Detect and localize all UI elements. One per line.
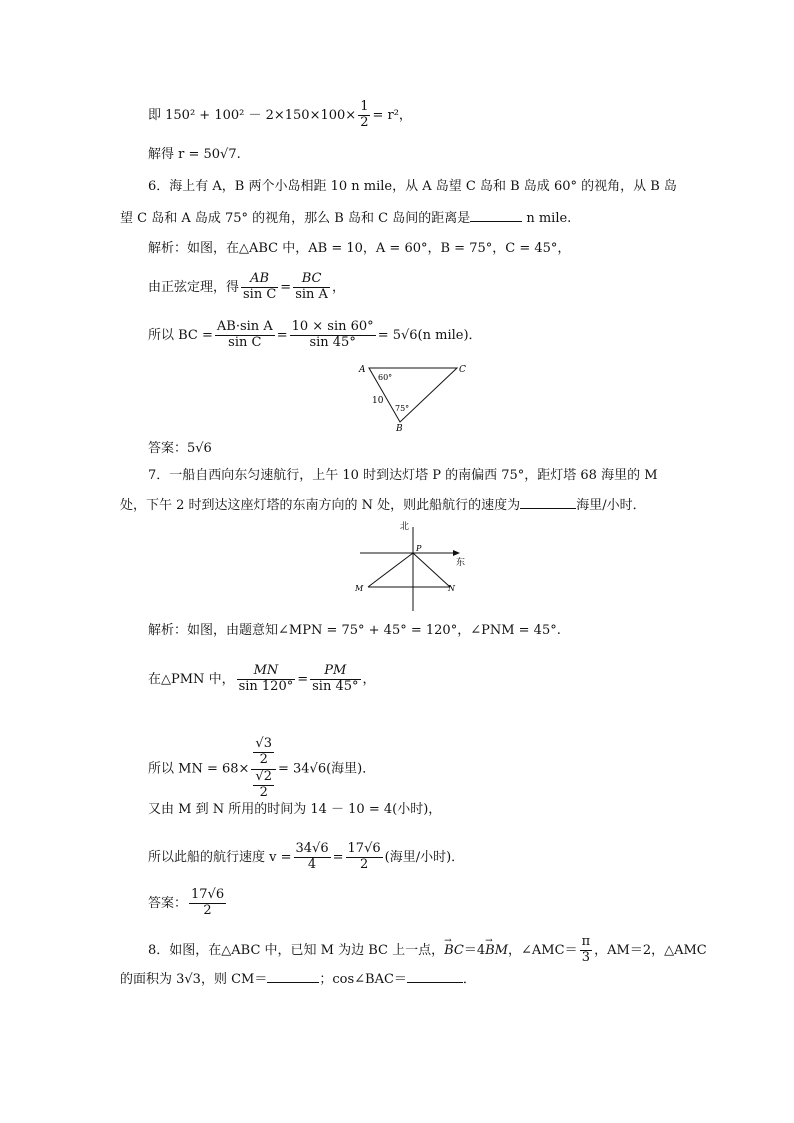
result-line: 解得 r = 50√7. [148, 147, 241, 162]
q7-solution-1: 解析：如图，由题意知∠MPN = 75° + 45° = 120°，∠PNM = 45°. [148, 623, 561, 638]
answer-blank-cm [267, 970, 319, 983]
east-arrow-icon [453, 550, 460, 556]
answer-blank [520, 496, 576, 509]
q8-line2: 的面积为 3√3，则 CM＝ ；cos∠BAC＝ ． [120, 972, 476, 987]
q7-solution-3: 所以 MN = 68× $\frac{\frac{√3}{2}}{\frac{√2}{2}}$ = 34√6(海里)． [148, 736, 376, 800]
segment-pn [413, 553, 450, 587]
angle-b-label: 75° [395, 404, 410, 413]
segment-pm [368, 553, 413, 587]
q7-answer: 答案： $\frac{17√6}{2}$ [148, 887, 225, 918]
label-p: P [416, 544, 422, 553]
q7-solution-5: 所以此船的航行速度 v = $\frac{34√6}{4}$ = $\frac{17√6}{2}$ (海里/小时)． [148, 841, 465, 872]
equation-line: 即 150² + 100² － 2×150×100× $\frac{1}{2}$ = r²， [148, 99, 412, 130]
q6-solution-3: 所以 BC = $\frac{\text{AB·sin A}}{\text{sin C}}$ = $\frac{10 \times \sin 60^\circ}{\sin 45^\circ}$ = 5√6(n mile)． [148, 319, 482, 350]
answer-blank [470, 209, 522, 222]
label-c: C [459, 365, 466, 375]
q7-line2: 处，下午 2 时到达这座灯塔的东南方向的 N 处，则此船航行的速度为 海里/小时． [120, 498, 646, 513]
north-label: 北 [400, 522, 410, 532]
east-label: 东 [456, 558, 466, 568]
q6-line1: 6．海上有 A，B 两个小岛相距 10 n mile，从 A 岛望 C 岛和 B 岛成 60° 的视角，从 B 岛 [148, 179, 677, 194]
q7-line1: 7．一船自西向东匀速航行，上午 10 时到达灯塔 P 的南偏西 75°，距灯塔 68 海里的 M [148, 468, 658, 483]
lighthouse-figure [352, 517, 472, 613]
label-n: N [448, 584, 455, 593]
q6-solution-2: 由正弦定理，得 $\frac{AB}{\text{sin C}}$ = $\frac{BC}{\text{sin A}}$ ， [148, 271, 345, 302]
q6-answer: 答案：5√6 [148, 441, 212, 456]
triangle-abc-figure [355, 360, 470, 432]
q7-solution-4: 又由 M 到 N 所用的时间为 14 － 10 = 4(小时)， [148, 802, 442, 817]
q7-solution-2: 在△PMN 中， $\frac{MN}{\sin 120^\circ}$ = $\frac{PM}{\sin 45^\circ}$ ， [148, 663, 376, 694]
label-a: A [359, 365, 366, 375]
fraction: $\frac{1}{2}$ [360, 99, 369, 130]
q6-line2: 望 C 岛和 A 岛成 75° 的视角，那么 B 岛和 C 岛间的距离是 n mile. [120, 211, 572, 226]
answer-blank-cos [407, 970, 463, 983]
label-b: B [396, 424, 403, 432]
label-m: M [355, 584, 364, 593]
side-label: 10 [372, 396, 384, 406]
q6-solution-1: 解析：如图，在△ABC 中，AB = 10，A = 60°，B = 75°，C = 45°， [148, 241, 571, 256]
angle-a-label: 60° [378, 373, 393, 382]
q8-line1: 8．如图，在△ABC 中，已知 M 为边 BC 上一点，→ BC＝4→ BM，∠AMC＝ $\frac{\pi}{3}$ ，AM＝2，△AMC [148, 935, 707, 966]
